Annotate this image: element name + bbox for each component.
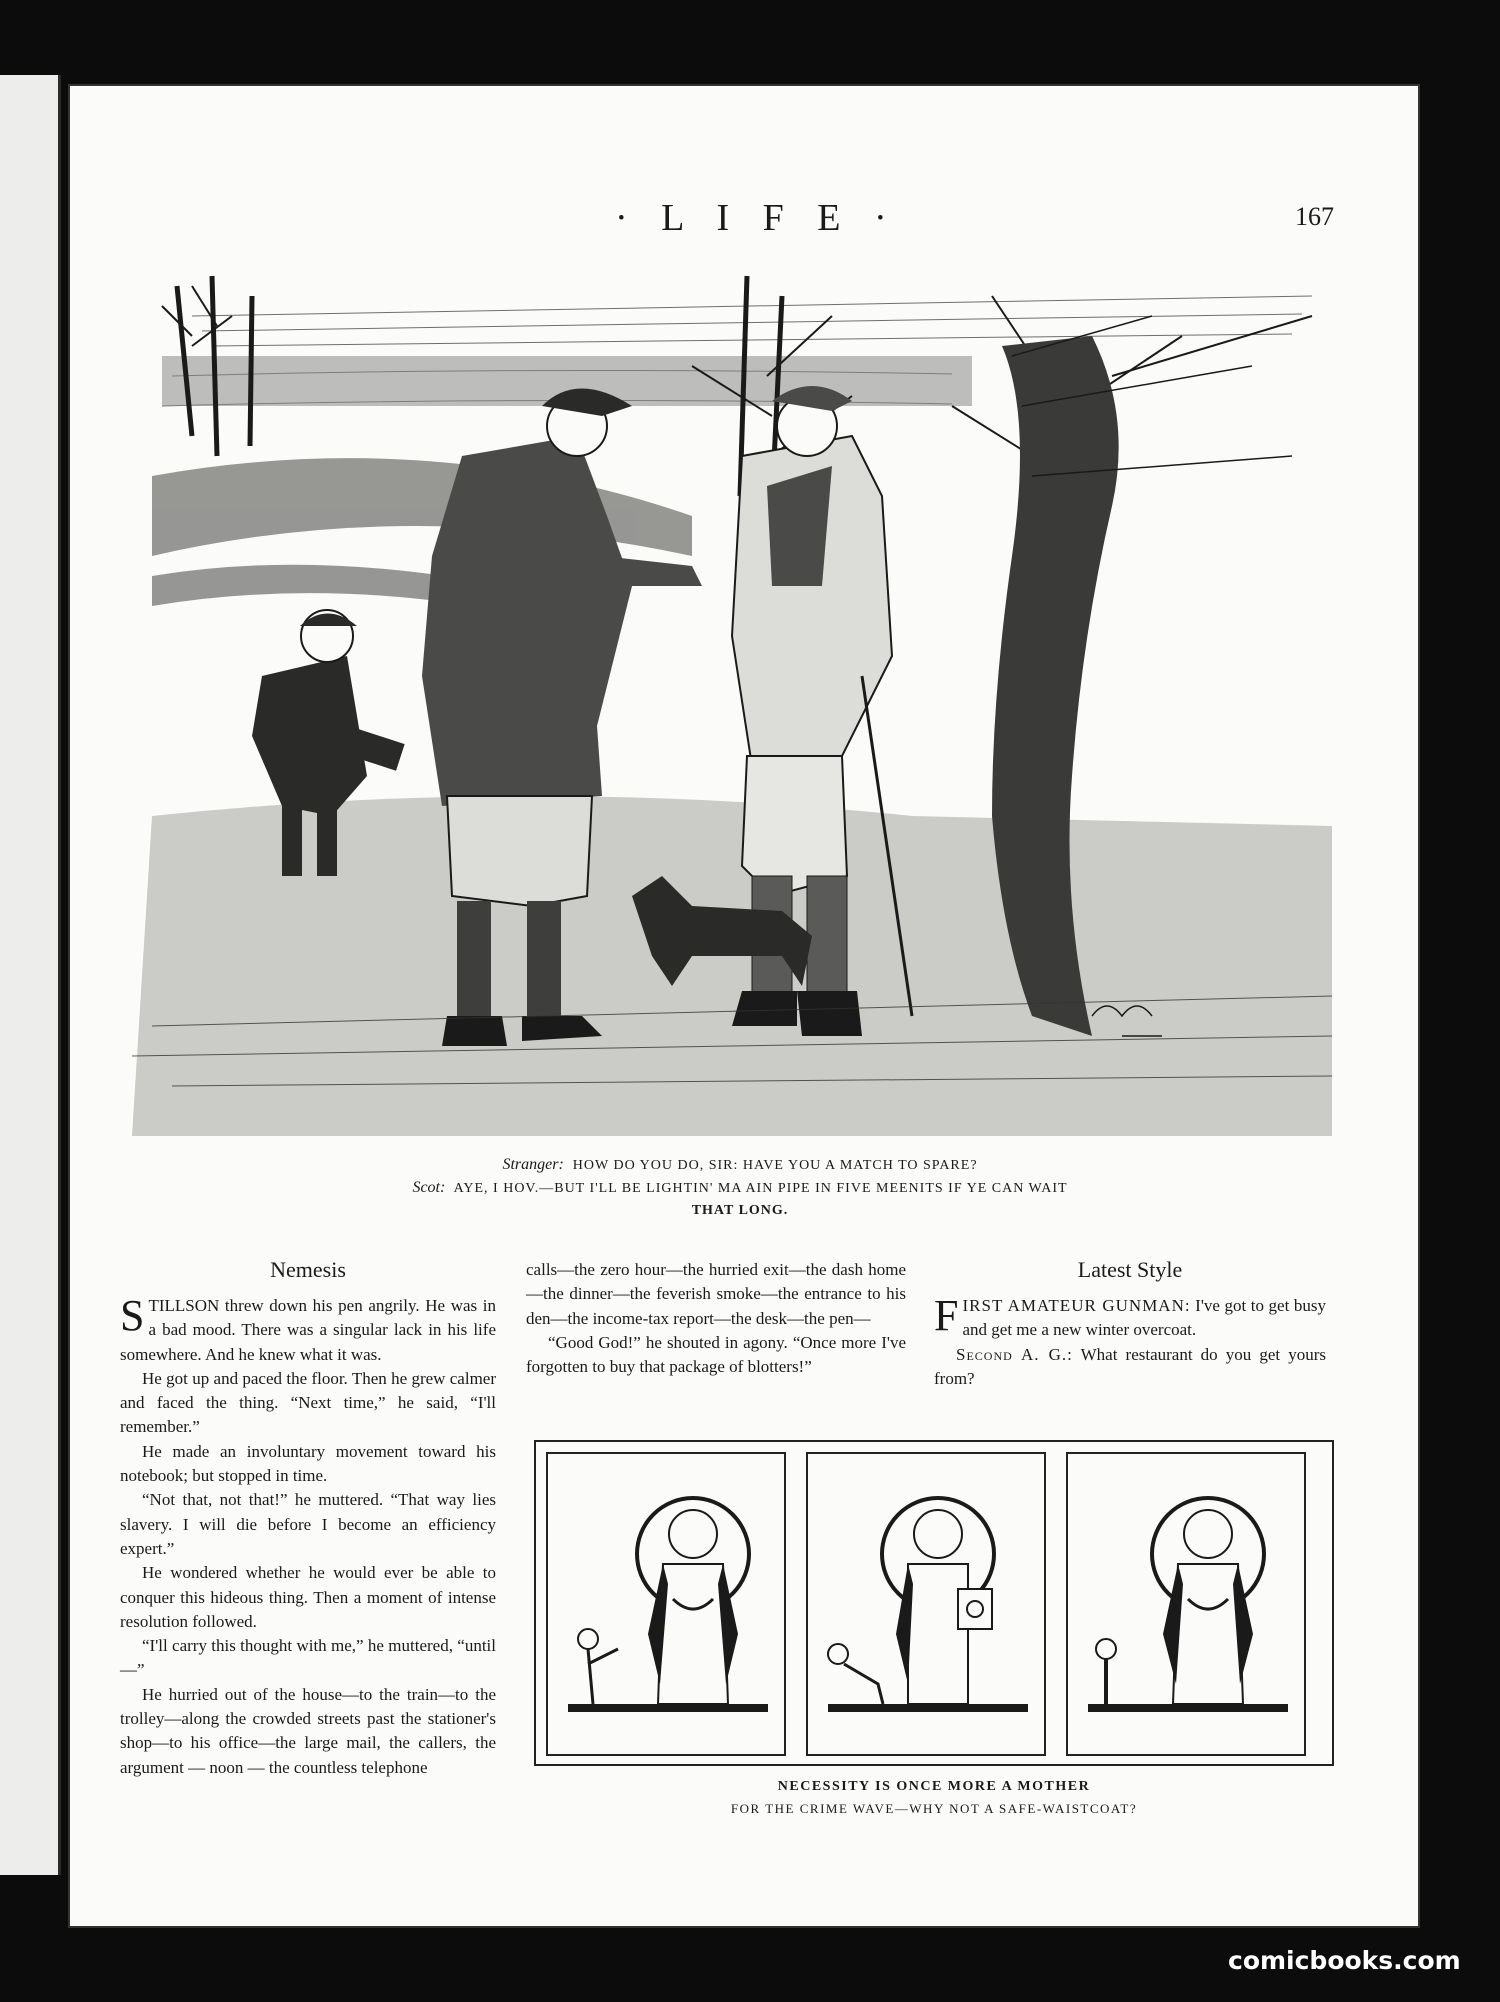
caption-text: HOW DO YOU DO, SIR: HAVE YOU A MATCH TO SPARE? (572, 1158, 978, 1173)
article-paragraph: He wondered whether he would ever be able to conquer this hideous thing. Then a moment of intense resolution followed. (120, 1563, 496, 1631)
article-paragraph: “Good God!” he shouted in agony. “Once more I've forgotten to buy that package of blotters!” (526, 1332, 906, 1377)
dialogue-text: What restaurant do you get yours from? (934, 1344, 1326, 1388)
column-nemesis-continued (526, 1258, 906, 1379)
page-number: 167 (1295, 202, 1334, 231)
strip-caption-line-2: FOR THE CRIME WAVE—WHY NOT A SAFE-WAISTCOAT? (730, 1801, 1138, 1816)
cartoon-panel-1 (546, 1452, 786, 1756)
dialogue-line (934, 1343, 1326, 1392)
golf-course-illustration (132, 256, 1342, 1136)
caption-text: AYE, I HOV.—BUT I'LL BE LIGHTIN' MA AIN PIPE IN FIVE MEENITS IF YE CAN WAIT (453, 1181, 1068, 1196)
strip-caption-line-1: NECESSITY IS ONCE MORE A MOTHER (777, 1779, 1091, 1794)
article-title-nemesis: Nemesis (270, 1257, 346, 1282)
article-continued: calls—the zero hour—the hurried exit—the dash home—the dinner—the feverish smoke—the entrance to his den—the income-tax report—the desk—the pen— (526, 1260, 906, 1328)
watermark: comicbooks.com (1228, 1946, 1461, 1975)
caption-text: THAT LONG. (691, 1203, 789, 1218)
cartoon-panel-3 (1066, 1452, 1306, 1756)
page-header (70, 190, 1418, 250)
drop-cap: F (934, 1291, 959, 1340)
column-nemesis (120, 1258, 496, 1780)
caption-speaker: Stranger: (502, 1156, 564, 1173)
article-paragraph: “Not that, not that!” he muttered. “That way lies slavery. I will die before I become an efficiency expert.” (120, 1490, 496, 1558)
opening-text: TILLSON threw down his pen angrily. He was in a bad mood. There was a singular lack in his life somewhere. And he knew what it was. (120, 1296, 496, 1364)
caption-line (190, 1177, 1290, 1200)
article-paragraph: He hurried out of the house—to the train—to the trolley—along the crowded streets past the stationer's shop—to his office—the large mail, the callers, the argument — noon — the countless telephone (120, 1684, 496, 1777)
caption-line (190, 1154, 1290, 1177)
strip-caption (534, 1776, 1334, 1820)
dialogue-line (934, 1291, 1326, 1343)
cartoon-panel-2 (806, 1452, 1046, 1756)
masthead: · L I F E · (615, 197, 899, 239)
article-opening (120, 1291, 496, 1367)
column-latest-style (934, 1258, 1326, 1391)
article-paragraph: He made an involuntary movement toward his notebook; but stopped in time. (120, 1441, 496, 1486)
article-paragraph: He got up and paced the floor. Then he grew calmer and faced the thing. “Next time,” he said, “I'll remember.” (120, 1368, 496, 1437)
dialogue-text: I've got to get busy and get me a new winter overcoat. (962, 1296, 1326, 1340)
magazine-page (70, 86, 1418, 1926)
caption-speaker: Scot: (412, 1179, 446, 1196)
speaker-label: IRST AMATEUR GUNMAN: (962, 1296, 1191, 1315)
article-paragraph: “I'll carry this thought with me,” he muttered, “until—” (120, 1636, 496, 1680)
illustration-caption (190, 1154, 1290, 1222)
caption-line (190, 1200, 1290, 1222)
drop-cap: S (120, 1291, 145, 1340)
speaker-label: Second A. G.: (956, 1344, 1073, 1364)
article-title-latest-style: Latest Style (1077, 1257, 1183, 1282)
adjacent-page-edge (0, 75, 61, 1875)
cartoon-strip (534, 1440, 1334, 1766)
